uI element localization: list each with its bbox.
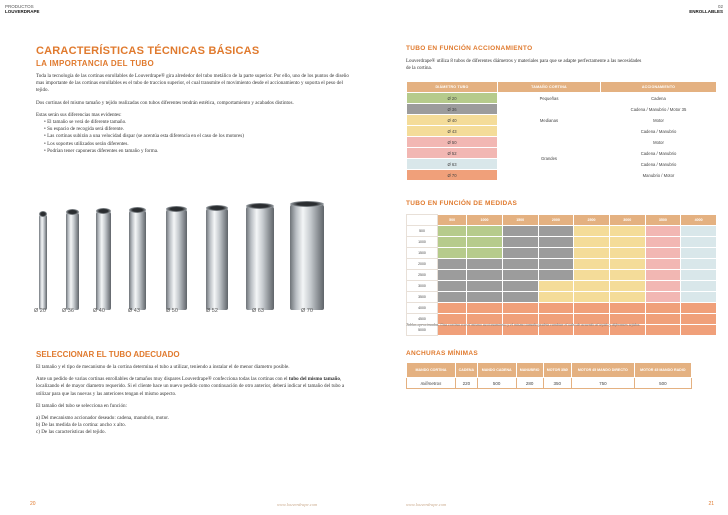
table-cell: Motor [601,115,717,126]
table-row [407,378,692,389]
table-cell: 500 [634,378,691,389]
matrix-cell [609,237,645,248]
section-subtitle: LA IMPORTANCIA DEL TUBO [36,59,155,68]
row-header: 2500 [407,270,438,281]
matrix-cell [438,226,467,237]
page-number-left: 20 [30,501,36,507]
table-header: DIÁMETRO TUBO [407,82,498,93]
tube-label: Ø 43 [128,308,140,314]
row-header: 3000 [407,281,438,292]
matrix-cell [438,303,467,314]
tube-label: Ø 50 [166,308,178,314]
matrix-cell [502,303,538,314]
matrix-cell [574,281,610,292]
approx-note: Tablas aproximadas. Una cortina con el mismo accionamiento y el mismo tamaño podría cambiar el tubo de acuerdo al tejido y diferentes tejidos. [406,322,641,327]
tube-40-image [96,211,111,310]
matrix-cell [467,303,503,314]
tube-52-image [206,208,228,310]
matrix-cell [502,259,538,270]
matrix-cell [574,303,610,314]
table-cell: Grandes [498,137,601,181]
matrix-cell [467,281,503,292]
tube-43-image [129,210,146,310]
criteria-item: c) De las características del tejido. [36,429,106,436]
table-row [407,137,717,148]
matrix-cell [538,270,574,281]
tube-label: Ø 52 [206,308,218,314]
matrix-cell [681,292,717,303]
matrix-cell [681,281,717,292]
table-header: MANDO CADENA [477,363,516,378]
table-header: 4000 [681,215,717,226]
tube-size-table [406,214,717,336]
tube-label: Ø 36 [62,308,74,314]
matrix-cell [645,226,681,237]
table-row [407,270,717,281]
footer-url-right[interactable]: www.louverdrape.com [406,502,447,507]
tube-by-drive-intro: Louverdrape® utiliza 8 tubos de diferentes diámetros y materiales para que se adapte perfectamente a las necesidades de la cortina. [406,59,642,71]
matrix-cell [574,226,610,237]
table-cell: Motor [601,137,717,148]
matrix-cell [609,226,645,237]
matrix-cell [467,270,503,281]
table-cell: Ø 40 [407,115,498,126]
table-cell: Ø 36 [407,104,498,115]
table-header: CADENA [456,363,478,378]
list-item: • Las cortinas subirán a una velocidad dispar (se acentúa esta diferencia en el caso de los motores) [44,133,356,140]
matrix-cell [645,270,681,281]
matrix-cell [574,259,610,270]
table-header: 3500 [645,215,681,226]
table-cell: Ø 50 [407,137,498,148]
table-header: 3000 [609,215,645,226]
tube-by-size-title: TUBO EN FUNCIÓN DE MEDIDAS [406,200,518,207]
table-row [407,248,717,259]
matrix-cell [538,226,574,237]
list-item: • Su espacio de recogida será diferente. [44,126,356,133]
row-header: 2000 [407,259,438,270]
row-header: 1500 [407,248,438,259]
matrix-cell [609,292,645,303]
table-cell: Cadena [601,93,717,104]
header-right [689,4,723,14]
table-corner [407,215,438,226]
table-header: 2000 [538,215,574,226]
matrix-cell [574,292,610,303]
table-row [407,259,717,270]
tube-label: Ø 70 [301,308,313,314]
tube-63-image [246,206,274,310]
tube-50-image [166,209,187,310]
matrix-cell [467,259,503,270]
select-paragraph-1: El tamaño y el tipo de mecanismo de la cortina determina el tubo a utilizar, teniendo a instalar el de menor diametro posible. [36,364,290,370]
matrix-cell [467,248,503,259]
min-widths-title: ANCHURAS MÍNIMAS [406,350,478,357]
table-row [407,281,717,292]
row-header: 1000 [407,237,438,248]
row-header: 4000 [407,303,438,314]
matrix-cell [681,259,717,270]
min-widths-table [406,362,692,389]
matrix-cell [438,270,467,281]
table-cell: Ø 52 [407,148,498,159]
matrix-cell [681,270,717,281]
header-chapter-number: 02 [717,4,723,9]
matrix-cell [645,281,681,292]
matrix-cell [574,248,610,259]
tube-20-image [39,214,47,310]
differences-list [36,119,356,155]
matrix-cell [467,292,503,303]
matrix-cell [681,237,717,248]
matrix-cell [609,270,645,281]
tube-70-image [290,204,324,310]
select-tube-text [36,364,356,437]
matrix-cell [645,292,681,303]
matrix-cell [645,259,681,270]
matrix-cell [681,248,717,259]
matrix-cell [502,270,538,281]
matrix-cell [609,259,645,270]
footer-url-left[interactable]: www.louverdrape.com [277,502,318,507]
matrix-cell [502,226,538,237]
table-cell: milímetros [407,378,456,389]
table-header: MOTOR 45 MANDO DIRECTO [572,363,635,378]
row-header: 3500 [407,292,438,303]
matrix-cell [438,281,467,292]
tube-by-drive-title: TUBO EN FUNCIÓN ACCIONAMIENTO [406,45,533,52]
page-title: CARACTERÍSTICAS TÉCNICAS BÁSICAS [36,45,260,57]
table-cell: Medianas [498,104,601,137]
matrix-cell [574,270,610,281]
tube-label: Ø 40 [93,308,105,314]
matrix-cell [609,281,645,292]
table-row [407,237,717,248]
matrix-cell [538,259,574,270]
table-cell: Cadena / Manubrio [601,148,717,159]
intro-paragraph-1: Toda la tecnología de las cortinas enrollables de Louverdrape® gira alrededor del tubo metálico de la parte superior. Por ello, uno de los puntos de diseño mas importante de las cortinas enrollables es el tubo de traccion superior, el cual transmite el movimiento desde el accionamiento y soporta el peso del tejido. [36,73,349,94]
table-cell: 500 [477,378,516,389]
table-header: 2500 [574,215,610,226]
intro-paragraph-2: Dos cortinas del mismo tamaño y tejido realizadas con tubos diferentes tendrán estética, comportamiento y acabados distintos. [36,99,294,106]
tube-drive-table [406,81,717,181]
matrix-cell [467,226,503,237]
tubes-photo [36,200,356,310]
table-cell: Pequeñas [498,93,601,104]
table-header: TAMAÑO CORTINA [498,82,601,93]
matrix-cell [609,303,645,314]
page-number-right: 21 [708,501,714,507]
table-row [407,93,717,104]
matrix-cell [538,248,574,259]
table-row [407,104,717,115]
table-header: MANDO CORTINA [407,363,456,378]
table-cell: 280 [516,378,543,389]
tube-label: Ø 20 [34,308,46,314]
table-header: MOTOR 45 MANDO RADIO [634,363,691,378]
matrix-cell [538,237,574,248]
differences-lead: Estas serán sus diferencias mas evidentes: [36,111,122,118]
table-cell: Manubrio / Motor [601,170,717,181]
matrix-cell [502,281,538,292]
table-cell: Ø 63 [407,159,498,170]
table-header: ACCIONAMIENTO [601,82,717,93]
matrix-cell [538,292,574,303]
matrix-cell [538,303,574,314]
matrix-cell [502,292,538,303]
select-paragraph-3: El tamaño del tubo se selecciona en función: [36,402,127,409]
list-item: • Podrían tener caponeras diferentes en tamaño y forma. [44,148,356,155]
header-left [5,4,40,14]
list-item: • El tamaño se verá de diferente tamaño. [44,119,356,126]
matrix-cell [574,237,610,248]
table-cell: Cadena / Manubrio / Motor 35 [601,104,717,115]
table-cell: Cadena / Manubrio [601,159,717,170]
criteria-item: a) Del mecanismo accionador deseado: cadena, manubrio, motor. [36,415,169,422]
header-section-label: PRODUCTOS [5,4,34,9]
matrix-cell [502,237,538,248]
table-cell: 350 [543,378,571,389]
list-item: • Los soportes utilizados serán diferentes. [44,141,356,148]
table-cell: Cadena / Manubrio [601,126,717,137]
table-header: 1500 [502,215,538,226]
matrix-cell [438,259,467,270]
table-cell: Ø 20 [407,93,498,104]
tube-label: Ø 63 [252,308,264,314]
select-paragraph-2: Ante un pedido de varias cortinas enrollables de tamaños muy dispares Louverdrape® confecciona todas las cortinas con el tubo del mismo tamaño, localizando el de mayor diametro requerido. Si el cliente hace un nuevo pedido como continuación de otro anterior, deberá indicar el tamaño del tubo a utilizar para que las nuevas y las anteriores tengan el mismo aspecto. [36,376,345,397]
table-header: 1000 [467,215,503,226]
matrix-cell [645,303,681,314]
matrix-cell [438,237,467,248]
row-header: 4500 [407,314,438,325]
criteria-item: b) De las medida de la cortina: ancho x alto. [36,422,126,429]
tube-36-image [66,212,79,310]
table-header: MANUBRIO [516,363,543,378]
table-row [407,303,717,314]
matrix-cell [438,248,467,259]
table-row [407,226,717,237]
row-header: 5000 [407,325,438,336]
matrix-cell [681,226,717,237]
table-header: 500 [438,215,467,226]
intro-text [36,73,356,155]
table-cell: Ø 70 [407,170,498,181]
header-product-label: LOUVERDRAPE [5,9,40,14]
table-cell: 750 [572,378,635,389]
select-tube-title: SELECCIONAR EL TUBO ADECUADO [36,350,180,359]
row-header: 500 [407,226,438,237]
header-chapter-label: ENROLLABLES [689,9,723,14]
matrix-cell [438,292,467,303]
matrix-cell [502,248,538,259]
matrix-cell [645,237,681,248]
table-cell: 220 [456,378,478,389]
matrix-cell [681,303,717,314]
matrix-cell [467,237,503,248]
table-header: MOTOR 35Ø [543,363,571,378]
table-cell: Ø 43 [407,126,498,137]
matrix-cell [645,248,681,259]
matrix-cell [538,281,574,292]
table-row [407,292,717,303]
matrix-cell [609,248,645,259]
